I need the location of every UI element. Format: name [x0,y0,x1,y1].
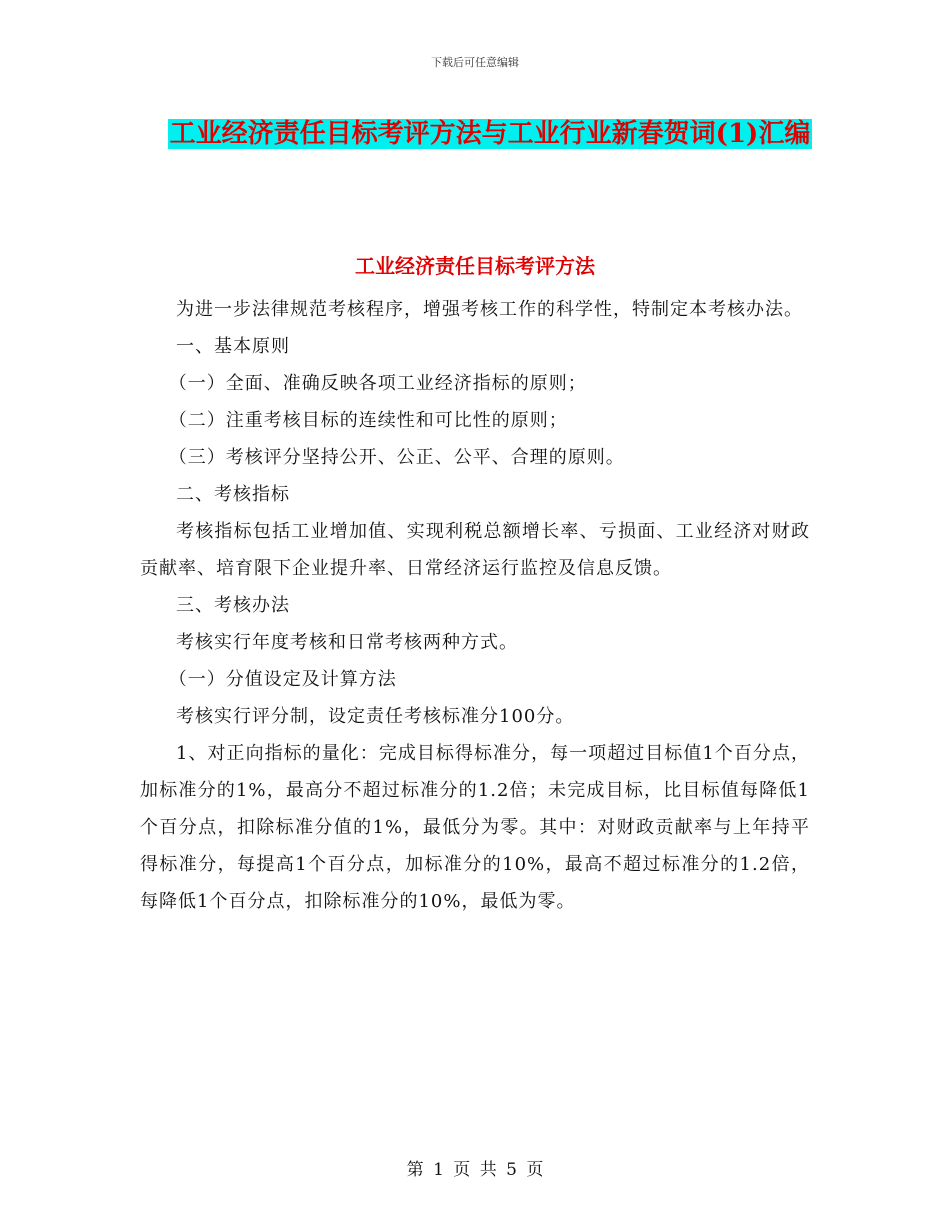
heading-score-setting: （一）分值设定及计算方法 [168,669,397,690]
paragraph-positive-indicators: 1、对正向指标的量化：完成目标得标准分，每一项超过目标值1个百分点，加标准分的1%，最高分不超过标准分的1.2倍；未完成目标，比目标值每降低1个百分点，扣除标准分值的1%，最低分为零。其中：对财政贡献率与上年持平得标准分，每提高1个百分点，加标准分的10%，最高不超过标准分的1.2倍，每降低1个百分点，扣除标准分的10%，最低为零。 [140,743,810,912]
paragraph-intro: 为进一步法律规范考核程序，增强考核工作的科学性，特制定本考核办法。 [176,299,803,320]
heading-basic-principles: 一、基本原则 [176,336,290,357]
document-body [140,291,810,920]
heading-assessment-methods: 三、考核办法 [176,595,290,616]
paragraph-scoring: 考核实行评分制，设定责任考核标准分100分。 [176,706,575,727]
paragraph-methods: 考核实行年度考核和日常考核两种方式。 [176,632,518,653]
principle-item-1: （一）全面、准确反映各项工业经济指标的原则； [168,373,587,394]
heading-assessment-indicators: 二、考核指标 [176,484,290,505]
paragraph-indicators: 考核指标包括工业增加值、实现利税总额增长率、亏损面、工业经济对财政贡献率、培育限下企业提升率、日常经济运行监控及信息反馈。 [140,521,810,579]
header-note: 下载后可任意编辑 [431,56,519,69]
document-title [160,112,820,156]
principle-item-3: （三）考核评分坚持公开、公正、公平、合理的原则。 [168,447,625,468]
document-title-text: 工业经济责任目标考评方法与工业行业新春贺词(1)汇编 [169,119,811,149]
principle-item-2: （二）注重考核目标的连续性和可比性的原则； [168,410,568,431]
page-footer: 第 1 页 共 5 页 [406,1160,544,1180]
section-title: 工业经济责任目标考评方法 [355,254,595,278]
